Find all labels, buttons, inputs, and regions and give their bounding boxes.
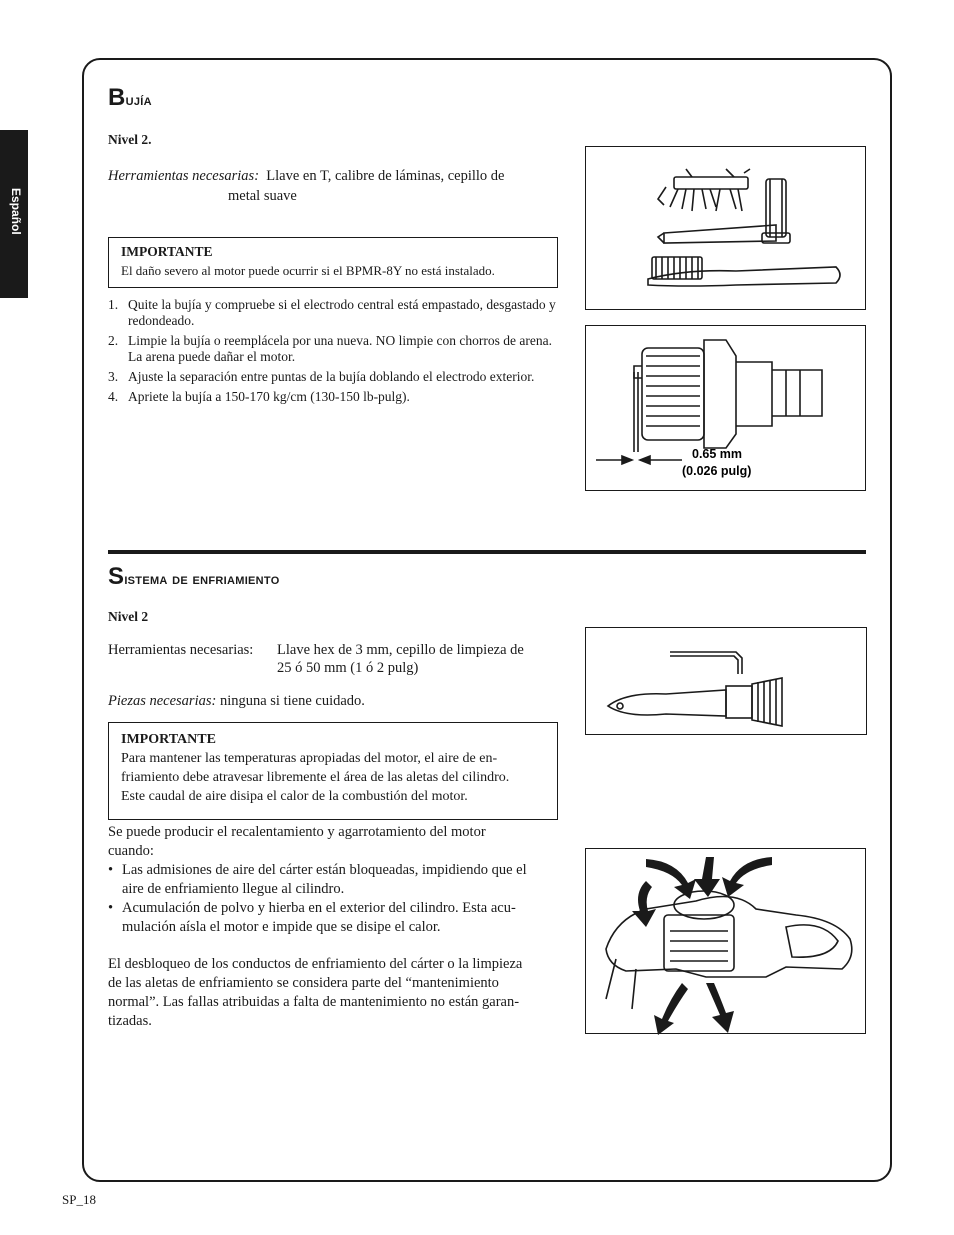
important-heading: IMPORTANTE — [121, 732, 216, 747]
step-item: 2. Limpie la bujía o reemplácela por una nueva. NO limpie con chorros de arena. La arena puede dañar el motor. — [108, 333, 552, 364]
hex-key-brush-illustration — [585, 627, 867, 735]
closing-line: normal”. Las fallas atribuidas a falta de mantenimiento no están garan- — [108, 994, 520, 1010]
important-heading: IMPORTANTE — [121, 244, 213, 259]
important-line: Para mantener las temperaturas apropiadas del motor, el aire de en- — [121, 751, 498, 766]
bujia-important-box — [108, 237, 558, 288]
list-item: • Acumulación de polvo y hierba en el exterior del cilindro. Esta acu- mulación aísla el motor e impide que se disipe el calor. — [108, 900, 516, 935]
overheat-intro-line1: Se puede producir el recalentamiento y agarrotamiento del motor — [108, 824, 486, 840]
bujia-steps — [108, 297, 560, 409]
closing-line: tizadas. — [108, 1013, 152, 1029]
important-line: friamiento debe atravesar libremente el área de las aletas del cilindro. — [121, 770, 510, 785]
closing-line: de las aletas de enfriamiento se considera parte del “mantenimiento — [108, 975, 499, 991]
overheat-causes — [108, 861, 563, 937]
section-title-cooling: Sistema de enfriamiento — [108, 563, 280, 590]
spark-plug-drawing — [586, 326, 867, 492]
list-item: • Las admisiones de aire del cárter están bloqueadas, impidiendo que el aire de enfriamiento llegue al cilindro. — [108, 862, 527, 897]
cooling-tools-line2: 25 ó 50 mm (1 ó 2 pulg) — [277, 660, 419, 676]
engine-airflow-drawing — [586, 849, 867, 1035]
engine-airflow-illustration — [585, 848, 866, 1034]
cooling-tools-line1: Llave hex de 3 mm, cepillo de limpieza de — [277, 642, 524, 658]
cooling-level: Nivel 2 — [108, 609, 149, 624]
spark-plug-gap-illustration — [585, 325, 866, 491]
tools-illustration — [585, 146, 866, 310]
cooling-important-box — [108, 722, 558, 820]
step-item: 3. Ajuste la separación entre puntas de la bujía doblando el electrodo exterior. — [108, 369, 535, 384]
page-number: SP_18 — [62, 1192, 96, 1207]
bujia-level: Nivel 2. — [108, 132, 152, 147]
language-tab-label: Español — [9, 188, 23, 235]
section-divider — [108, 550, 866, 554]
step-item: 1. Quite la bujía y compruebe si el electrodo central está empastado, desgastado y redondeado. — [108, 297, 556, 328]
overheat-intro-line2: cuando: — [108, 843, 154, 859]
closing-line: El desbloqueo de los conductos de enfriamiento del cárter o la limpieza — [108, 956, 523, 972]
hex-key-brush-drawing — [586, 628, 868, 736]
language-tab — [0, 130, 28, 298]
tools-drawing — [586, 147, 867, 311]
important-text: El daño severo al motor puede ocurrir si el BPMR-8Y no está instalado. — [121, 263, 495, 278]
step-item: 4. Apriete la bujía a 150-170 kg/cm (130-150 lb-pulg). — [108, 389, 410, 404]
section-title-bujia: Bujía — [108, 84, 152, 111]
cooling-tools-label: Herramientas necesarias: — [108, 642, 254, 658]
bujia-tools-line2: metal suave — [228, 188, 297, 204]
gap-label-mm: 0.65 mm — [692, 447, 743, 461]
cooling-parts: Piezas necesarias: ninguna si tiene cuidado. — [108, 693, 365, 709]
gap-label-pulg: (0.026 pulg) — [682, 464, 752, 478]
important-line: Este caudal de aire disipa el calor de la combustión del motor. — [121, 789, 468, 804]
bujia-tools-line1: Herramientas necesarias: Llave en T, calibre de láminas, cepillo de — [108, 168, 505, 184]
